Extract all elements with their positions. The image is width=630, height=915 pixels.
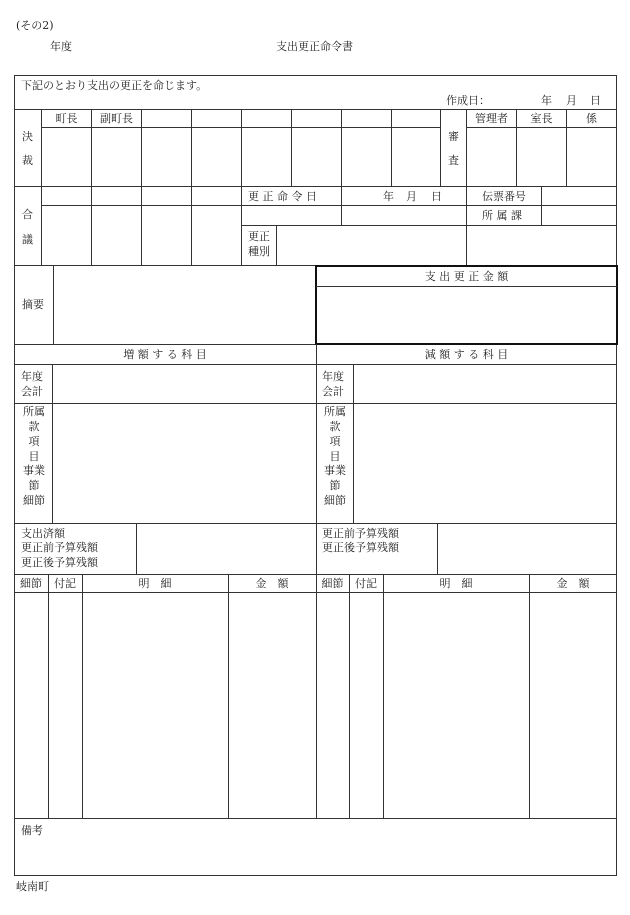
divider <box>349 574 350 818</box>
created-date-label: 作成日： <box>446 94 490 107</box>
divider <box>291 109 292 186</box>
summary-label: 摘要 <box>22 298 44 311</box>
decrease-year-account-label: 年度 会計 <box>322 370 344 399</box>
increase-budget-labels: 支出済額 更正前予算残額 更正後予算残額 <box>21 527 98 569</box>
col-header-kingaku: 金 額 <box>556 577 590 590</box>
divider <box>241 109 242 265</box>
col-header-kingaku: 金 額 <box>255 577 289 590</box>
order-date-year: 年 <box>383 190 394 203</box>
divider <box>353 364 354 523</box>
divider <box>41 205 241 206</box>
voucher-number-label: 伝票番号 <box>482 190 526 203</box>
year-label: 年度 <box>50 40 72 53</box>
divider <box>529 574 530 818</box>
divider <box>14 109 617 110</box>
increase-header: 増 額 す る 科 目 <box>123 348 207 361</box>
divider <box>136 523 137 574</box>
decrease-budget-labels: 更正前予算残額 更正後予算残額 <box>322 527 399 555</box>
shinsa-label-2: 査 <box>448 154 459 167</box>
divider <box>141 109 142 265</box>
aigi-label-1: 合 <box>22 208 33 221</box>
divider <box>391 109 392 186</box>
correction-type-label-1: 更正 <box>248 230 270 243</box>
series-label: (その2) <box>16 19 54 32</box>
form-title: 支出更正命令書 <box>276 40 353 53</box>
section-chief-label: 室長 <box>530 112 553 125</box>
deputy-mayor-label: 副町長 <box>100 112 133 125</box>
divider <box>437 523 438 574</box>
divider <box>541 186 542 225</box>
divider <box>91 109 92 265</box>
created-year: 年 <box>541 94 552 107</box>
divider <box>241 225 617 226</box>
divider <box>466 127 617 128</box>
divider <box>228 574 229 818</box>
divider <box>341 186 342 225</box>
divider <box>82 574 83 818</box>
remarks-label: 備考 <box>21 824 43 837</box>
divider <box>241 205 617 206</box>
divider <box>383 574 384 818</box>
increase-year-account-label: 年度 会計 <box>21 370 43 399</box>
divider <box>316 344 317 592</box>
shinsa-label-1: 審 <box>448 130 459 143</box>
order-date-month: 月 <box>406 190 417 203</box>
mayor-label: 町長 <box>55 112 78 125</box>
order-date-day: 日 <box>431 190 442 203</box>
decrease-header: 減 額 す る 科 目 <box>424 348 509 361</box>
intro-text: 下記のとおり支出の更正を命じます。 <box>21 79 208 92</box>
divider <box>316 286 617 287</box>
divider <box>316 574 317 818</box>
divider <box>466 186 467 265</box>
decrease-item-labels: 所属 款 項 目 事業 節 細節 <box>324 405 346 508</box>
divider <box>440 109 441 186</box>
col-header-meisai: 明 細 <box>439 577 473 590</box>
divider <box>14 186 617 187</box>
manager-label: 管理者 <box>475 112 508 125</box>
correction-type-label-2: 種別 <box>248 245 270 258</box>
staff-label: 係 <box>586 112 597 125</box>
town-name: 岐南町 <box>16 880 49 893</box>
divider <box>14 818 617 819</box>
divider <box>191 109 192 265</box>
divider <box>48 574 49 818</box>
created-month: 月 <box>566 94 577 107</box>
order-date-label: 更 正 命 令 日 <box>248 190 317 203</box>
kessai-label-2: 裁 <box>22 154 33 167</box>
kessai-label-1: 決 <box>22 130 33 143</box>
aigi-label-2: 議 <box>22 233 33 246</box>
correction-amount-header: 支 出 更 正 金 額 <box>424 270 509 283</box>
increase-item-labels: 所属 款 項 目 事業 節 細節 <box>23 405 45 508</box>
divider <box>53 265 54 344</box>
department-label: 所 属 課 <box>482 209 522 222</box>
divider <box>341 109 342 186</box>
created-day: 日 <box>590 94 601 107</box>
col-header-fuki: 付記 <box>355 577 377 590</box>
divider <box>41 109 42 265</box>
divider <box>52 364 53 523</box>
col-header-meisai: 明 細 <box>138 577 172 590</box>
divider <box>276 225 277 265</box>
col-header-saisetsu: 細節 <box>321 577 344 590</box>
col-header-fuki: 付記 <box>54 577 76 590</box>
col-header-saisetsu: 細節 <box>20 577 42 590</box>
